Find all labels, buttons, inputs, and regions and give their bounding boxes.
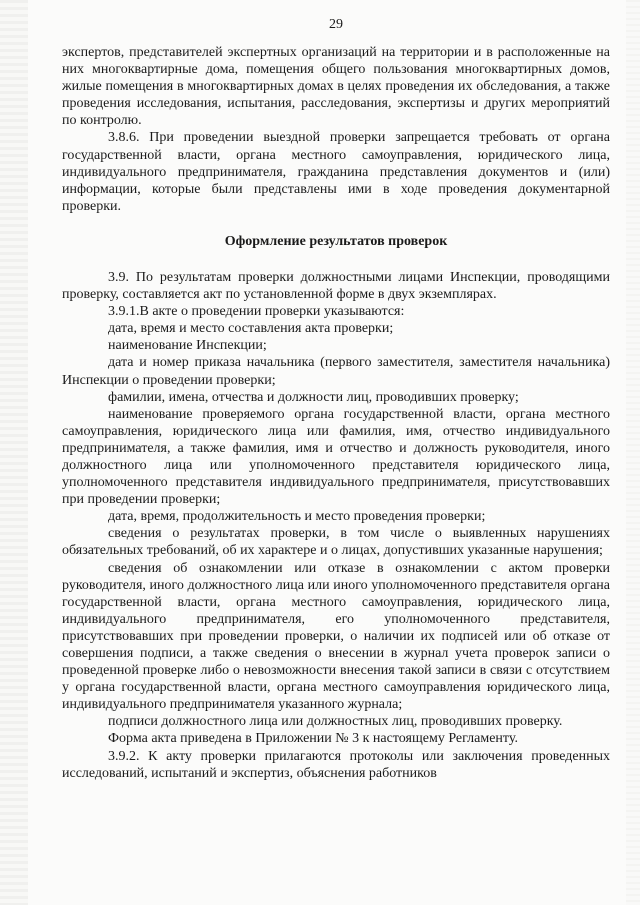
scan-right-edge bbox=[626, 0, 640, 905]
paragraph: наименование Инспекции; bbox=[108, 338, 267, 354]
section-heading: Оформление результатов проверок bbox=[224, 233, 448, 249]
paragraph: Форма акта приведена в Приложении № 3 к настоящему Регламенту. bbox=[108, 731, 518, 747]
paragraph: дата, время и место составления акта проверки; bbox=[108, 321, 394, 337]
text-block-before bbox=[62, 44, 610, 215]
paragraph: 3.8.6. При проведении выездной проверки запрещается требовать от органа государственной власти, органа местного самоуправления, юридического лица, индивидуального предпринимателя, гражданина представления документов и (или) информации, которые были представлены ими в ходе проведения документарной проверки. bbox=[62, 130, 610, 214]
paragraph: дата, время, продолжительность и место проведения проверки; bbox=[108, 509, 486, 525]
paragraph: 3.9.1.В акте о проведении проверки указываются: bbox=[108, 304, 405, 320]
paragraph: наименование проверяемого органа государственной власти, органа местного самоуправления, юридического лица или фамилия, имя, отчество индивидуального предпринимателя, а также фамилия, имя и отчество и должность руководителя, иного должностного лица или уполномоченного представителя юридического лица, уполномоченного представителя индивидуального предпринимателя, присутствовавших при проведении проверки; bbox=[62, 406, 610, 508]
scan-left-edge bbox=[0, 0, 28, 905]
page-number: 29 bbox=[329, 17, 343, 32]
paragraph: сведения о результатах проверки, в том числе о выявленных нарушениях обязательных требований, об их характере и о лицах, допустивших указанные нарушения; bbox=[62, 526, 610, 559]
paragraph: дата и номер приказа начальника (первого заместителя, заместителя начальника) Инспекции о проведении проверки; bbox=[62, 355, 610, 388]
paragraph: сведения об ознакомлении или отказе в ознакомлении с актом проверки руководителя, иного должностного лица или иного уполномоченного представителя органа государственной власти, органа местного самоуправления, юридического лица, индивидуального предпринимателя, его уполномоченного представителя, присутствовавших при проведении проверки, о наличии их подписей или об отказе от совершения подписи, а также сведения о внесении в журнал учета проверок записи о проведенной проверке либо о невозможности внесения такой записи в связи с отсутствием у органа государственной власти, органа местного самоуправления юридического лица, индивидуального предпринимателя указанного журнала; bbox=[62, 560, 610, 713]
paragraph: фамилии, имена, отчества и должности лиц, проводивших проверку; bbox=[108, 389, 519, 405]
paragraph: подписи должностного лица или должностных лиц, проводивших проверку. bbox=[108, 714, 563, 730]
paragraph: экспертов, представителей экспертных организаций на территории и в расположенные на них многоквартирные дома, помещения общего пользования многоквартирных домов, жилые помещения в многоквартирных домах в целях проведения их обследования, а также проведения исследования, испытания, расследования, экспертизы и других мероприятий по контролю. bbox=[62, 45, 610, 129]
text-block-after bbox=[62, 269, 610, 782]
paragraph: 3.9.2. К акту проверки прилагаются протоколы или заключения проведенных исследований, испытаний и экспертиз, объяснения работников bbox=[62, 748, 610, 781]
paragraph: 3.9. По результатам проверки должностными лицами Инспекции, проводящими проверку, составляется акт по установленной форме в двух экземплярах. bbox=[62, 269, 610, 303]
